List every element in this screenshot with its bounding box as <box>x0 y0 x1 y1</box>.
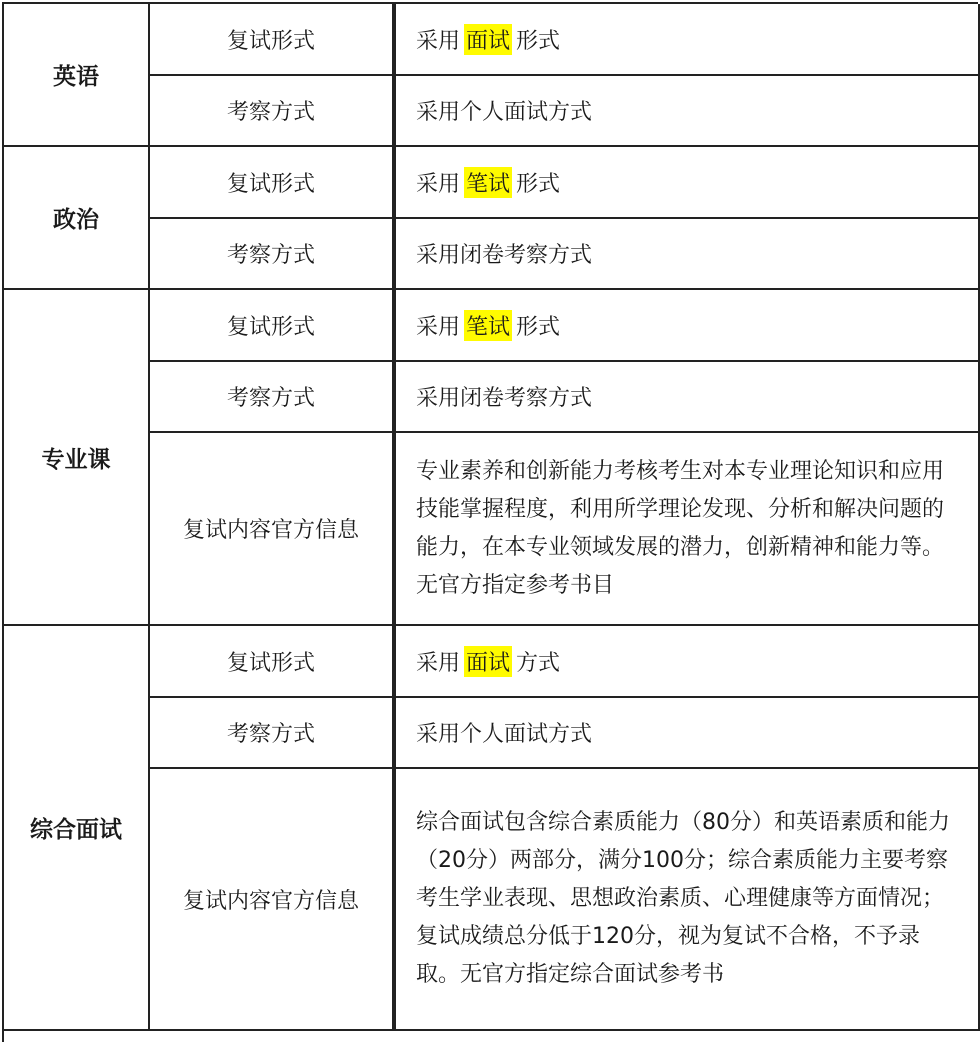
english-assessment-value <box>396 76 980 147</box>
english-form-label-cell <box>150 4 396 76</box>
politics-form-highlight: 笔试 <box>464 167 512 198</box>
subject-politics <box>4 147 150 290</box>
major-form-prefix: 采用 <box>416 314 461 340</box>
politics-form-prefix: 采用 <box>416 171 461 197</box>
interview-form-prefix: 采用 <box>416 650 461 676</box>
politics-assessment-label: 考察方式 <box>226 243 315 268</box>
subject-interview <box>4 626 150 1031</box>
interview-content-label-cell <box>150 769 396 1031</box>
interview-assessment-text: 采用个人面试方式 <box>416 722 593 747</box>
major-content-text: 专业素养和创新能力考核考生对本专业理论知识和应用技能掌握程度，利用所学理论发现、分析和解决问题的能力，在本专业领域发展的潜力，创新精神和能力等。无官方指定参考书目 <box>416 458 945 598</box>
major-assessment-value <box>396 362 980 433</box>
major-form-label: 复试形式 <box>226 314 315 340</box>
politics-form-label-cell <box>150 147 396 219</box>
major-assessment-label: 考察方式 <box>226 386 315 411</box>
major-assessment-text: 采用闭卷考察方式 <box>416 386 593 411</box>
subject-major-label: 专业课 <box>41 446 111 473</box>
interview-content-value <box>396 769 980 1031</box>
politics-assessment-value <box>396 219 980 290</box>
politics-form-label: 复试形式 <box>226 171 315 197</box>
interview-form-highlight: 面试 <box>464 646 512 677</box>
subject-interview-label: 综合面试 <box>30 817 122 843</box>
politics-form-suffix: 形式 <box>516 171 561 197</box>
interview-form-suffix: 方式 <box>516 650 561 676</box>
english-form-prefix: 采用 <box>416 28 461 54</box>
english-assessment-label-cell <box>150 76 396 147</box>
interview-form-label-cell <box>150 626 396 698</box>
subject-english <box>4 4 150 147</box>
major-form-value <box>396 290 980 362</box>
major-assessment-label-cell <box>150 362 396 433</box>
interview-assessment-label: 考察方式 <box>226 722 315 747</box>
politics-assessment-label-cell <box>150 219 396 290</box>
interview-assessment-value <box>396 698 980 769</box>
interview-form-value <box>396 626 980 698</box>
major-form-label-cell <box>150 290 396 362</box>
retest-table <box>2 2 978 1042</box>
subject-major <box>4 290 150 626</box>
major-content-label: 复试内容官方信息 <box>182 518 359 543</box>
major-content-value <box>396 433 980 626</box>
subject-english-label: 英语 <box>53 64 99 90</box>
major-form-highlight: 笔试 <box>464 310 512 341</box>
major-form-suffix: 形式 <box>516 314 561 340</box>
english-form-value <box>396 4 980 76</box>
english-assessment-text: 采用个人面试方式 <box>416 100 593 125</box>
politics-form-value <box>396 147 980 219</box>
interview-content-label: 复试内容官方信息 <box>182 888 359 914</box>
interview-form-label: 复试形式 <box>226 650 315 676</box>
english-form-label: 复试形式 <box>226 28 315 54</box>
major-content-label-cell <box>150 433 396 626</box>
english-assessment-label: 考察方式 <box>226 100 315 125</box>
subject-politics-label: 政治 <box>53 207 99 233</box>
politics-assessment-text: 采用闭卷考察方式 <box>416 243 593 268</box>
english-form-highlight: 面试 <box>464 24 512 55</box>
interview-assessment-label-cell <box>150 698 396 769</box>
interview-content-text: 综合面试包含综合素质能力（80分）和英语素质和能力（20分）两部分，满分100分；综合素质能力主要考察考生学业表现、思想政治素质、心理健康等方面情况；复试成绩总分低于120分，视为复试不合格，不予录取。无官方指定综合面试参考书 <box>416 810 950 987</box>
english-form-suffix: 形式 <box>516 28 561 54</box>
